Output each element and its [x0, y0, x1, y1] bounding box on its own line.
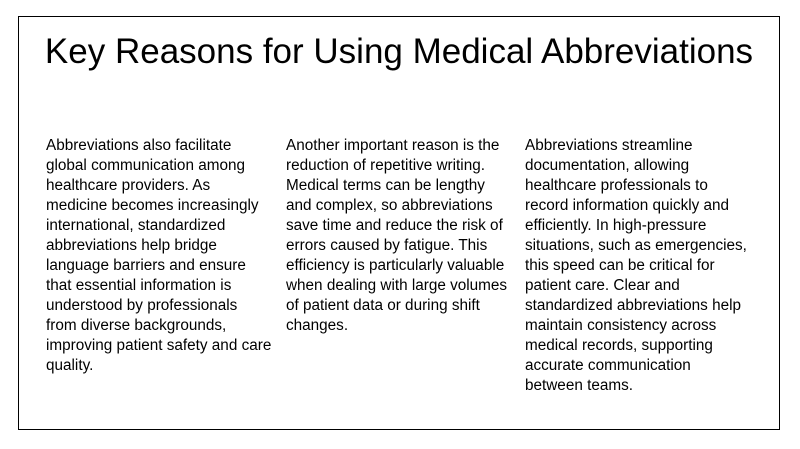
slide-title: Key Reasons for Using Medical Abbreviations	[44, 32, 754, 71]
text-column-right: Abbreviations streamline documentation, allowing healthcare professionals to record information quickly and efficiently. In high-pressure situations, such as emergencies, this speed can be critical for patient care. Clear and standardized abbreviations help maintain consistency across medical records, supporting accurate communication between teams.	[525, 137, 747, 394]
text-column-left: Abbreviations also facilitate global communication among healthcare providers. As medicine becomes increasingly international, standardized abbreviations help bridge language barriers and ensure that essential information is understood by professionals from diverse backgrounds, improving patient safety and care quality.	[46, 137, 272, 374]
text-column-middle: Another important reason is the reduction of repetitive writing. Medical terms can be lengthy and complex, so abbreviations save time and reduce the risk of errors caused by fatigue. This efficiency is particularly valuable when dealing with large volumes of patient data or during shift changes.	[286, 137, 508, 334]
slide-frame	[18, 16, 780, 430]
